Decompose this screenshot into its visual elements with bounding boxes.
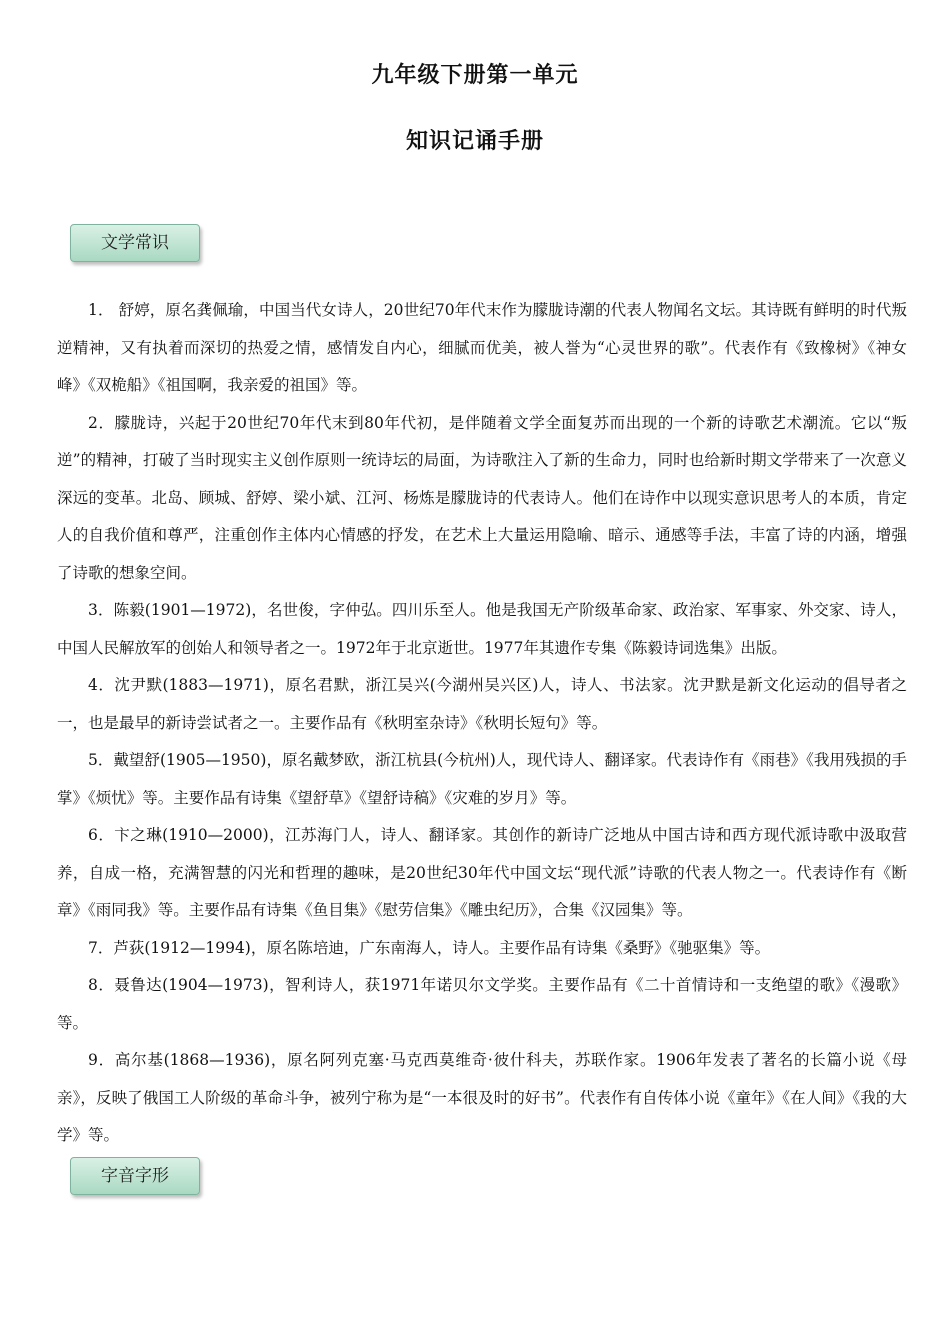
paragraph-8: 8．聂鲁达(1904—1973)，智利诗人，获1971年诺贝尔文学奖。主要作品有《二十首情诗和一支绝望的歌》《漫歌》等。 [57, 976, 907, 1032]
section-label-pronunciation: 字音字形 [70, 1157, 200, 1195]
paragraph-6: 6．卞之琳(1910—2000)，江苏海门人，诗人、翻译家。其创作的新诗广泛地从中国古诗和西方现代派诗歌中汲取营养，自成一格，充满智慧的闪光和哲理的趣味，是20世纪30年代中国文坛“现代派”诗歌的代表人物之一。代表诗作有《断章》《雨同我》等。主要作品有诗集《鱼目集》《慰劳信集》《雕虫纪历》，合集《汉园集》等。 [57, 826, 907, 919]
paragraph-3: 3．陈毅(1901—1972)，名世俊，字仲弘。四川乐至人。他是我国无产阶级革命家、政治家、军事家、外交家、诗人，中国人民解放军的创始人和领导者之一。1972年于北京逝世。1977年其遗作专集《陈毅诗词选集》出版。 [57, 601, 907, 657]
paragraph-4: 4．沈尹默(1883—1971)，原名君默，浙江吴兴(今湖州吴兴区)人，诗人、书法家。沈尹默是新文化运动的倡导者之一，也是最早的新诗尝试者之一。主要作品有《秋明室杂诗》《秋明长短句》等。 [57, 676, 907, 732]
paragraph-7: 7．芦荻(1912—1994)，原名陈培迪，广东南海人，诗人。主要作品有诗集《桑野》《驰驱集》等。 [88, 938, 771, 957]
page-subtitle: 知识记诵手册 [405, 129, 544, 154]
literature-content [57, 292, 907, 1155]
page-title: 九年级下册第一单元 [371, 63, 579, 88]
paragraph-2: 2．朦胧诗，兴起于20世纪70年代末到80年代初，是伴随着文学全面复苏而出现的一个新的诗歌艺术潮流。它以“叛逆”的精神，打破了当时现实主义创作原则一统诗坛的局面，为诗歌注入了新的生命力，同时也给新时期文学带来了一次意义深远的变革。北岛、顾城、舒婷、梁小斌、江河、杨炼是朦胧诗的代表诗人。他们在诗作中以现实意识思考人的本质，肯定人的自我价值和尊严，注重创作主体内心情感的抒发，在艺术上大量运用隐喻、暗示、通感等手法，丰富了诗的内涵，增强了诗歌的想象空间。 [57, 413, 907, 582]
section-label-literature: 文学常识 [70, 224, 200, 262]
paragraph-9: 9．高尔基(1868—1936)，原名阿列克塞·马克西莫维奇·彼什科夫，苏联作家。1906年发表了著名的长篇小说《母亲》，反映了俄国工人阶级的革命斗争，被列宁称为是“一本很及时的好书”。代表作有自传体小说《童年》《在人间》《我的大学》等。 [57, 1051, 907, 1144]
paragraph-1: 1． 舒婷，原名龚佩瑜，中国当代女诗人，20世纪70年代末作为朦胧诗潮的代表人物闻名文坛。其诗既有鲜明的时代叛逆精神，又有执着而深切的热爱之情，感情发自内心，细腻而优美，被人誉为“心灵世界的歌”。代表作有《致橡树》《神女峰》《双桅船》《祖国啊，我亲爱的祖国》等。 [57, 301, 907, 394]
paragraph-5: 5．戴望舒(1905—1950)，原名戴梦欧，浙江杭县(今杭州)人，现代诗人、翻译家。代表诗作有《雨巷》《我用残损的手掌》《烦忧》等。主要作品有诗集《望舒草》《望舒诗稿》《灾难的岁月》等。 [57, 751, 907, 807]
